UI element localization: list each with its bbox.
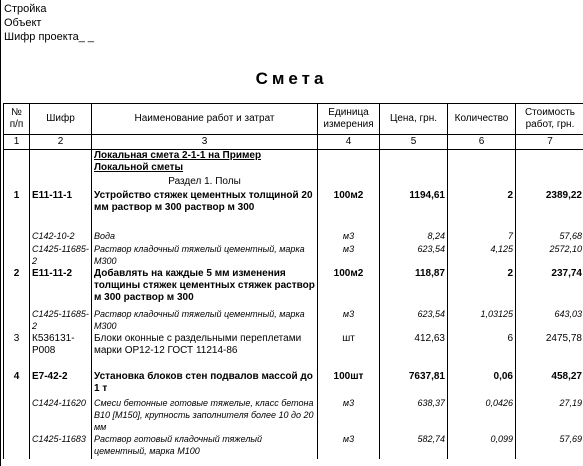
table-row: С142-10-2 Вода м3 8,24 7 57,68 (4, 230, 583, 243)
header-project-code: Шифр проекта_ _ (4, 31, 95, 43)
table-row: С1425-11683 Раствор готовый кладочный тяжелый цементный, марка М100 м3 582,74 0,099 57,69 (4, 433, 583, 459)
section-title: Раздел 1. Полы (92, 176, 318, 190)
col-number: 1 (4, 135, 30, 150)
header-object: Объект (4, 17, 42, 29)
table-row: 4 Е7-42-2 Установка блоков стен подвалов массой до 1 т 100шт 7637,81 0,06 458,27 (4, 371, 583, 397)
table-row: 3 К536131-Р008 Блоки оконные с раздельными переплетами марки ОР12-12 ГОСТ 11214-86 шт 412,63 6 2475,78 (4, 333, 583, 371)
table-row: 2 Е11-11-2 Добавлять на каждые 5 мм изменения толщины стяжек цементных стяжек раствор м 300 раствор м 300 100м2 118,87 2 237,74 (4, 268, 583, 308)
col-header-num: № п/п (4, 104, 30, 135)
col-number: 3 (92, 135, 318, 150)
col-number: 5 (380, 135, 448, 150)
table-row: С1425-11685-2 Раствор кладочный тяжелый цементный, марка М300 м3 623,54 1,03125 643,03 (4, 308, 583, 333)
page-title: Смета (255, 69, 328, 88)
col-header-cost: Стоимость работ, грн. (516, 104, 583, 135)
col-header-qty: Количество (448, 104, 516, 135)
col-number: 7 (516, 135, 583, 150)
col-number: 4 (318, 135, 380, 150)
table-row: 1 Е11-11-1 Устройство стяжек цементных толщиной 20 мм раствор м 300 раствор м 300 100м2 1194,61 2 2389,22 (4, 190, 583, 230)
col-header-name: Наименование работ и затрат (92, 104, 318, 135)
col-number: 2 (30, 135, 92, 150)
table-row: С1424-11620 Смеси бетонные готовые тяжелые, класс бетона В10 [М150], крупность заполнителя более 10 до 20 мм м3 638,37 0,0426 27,19 (4, 397, 583, 433)
estimate-table (3, 103, 583, 459)
col-header-code: Шифр (30, 104, 92, 135)
col-number: 6 (448, 135, 516, 150)
col-header-price: Цена, грн. (380, 104, 448, 135)
col-header-unit: Единица измерения (318, 104, 380, 135)
header-construction: Стройка (4, 3, 47, 15)
estimate-title: Локальная смета 2-1-1 на Пример Локальной сметы (92, 150, 318, 176)
table-row: С1425-11685-2 Раствор кладочный тяжелый цементный, марка М300 м3 623,54 4,125 2572,10 (4, 243, 583, 268)
